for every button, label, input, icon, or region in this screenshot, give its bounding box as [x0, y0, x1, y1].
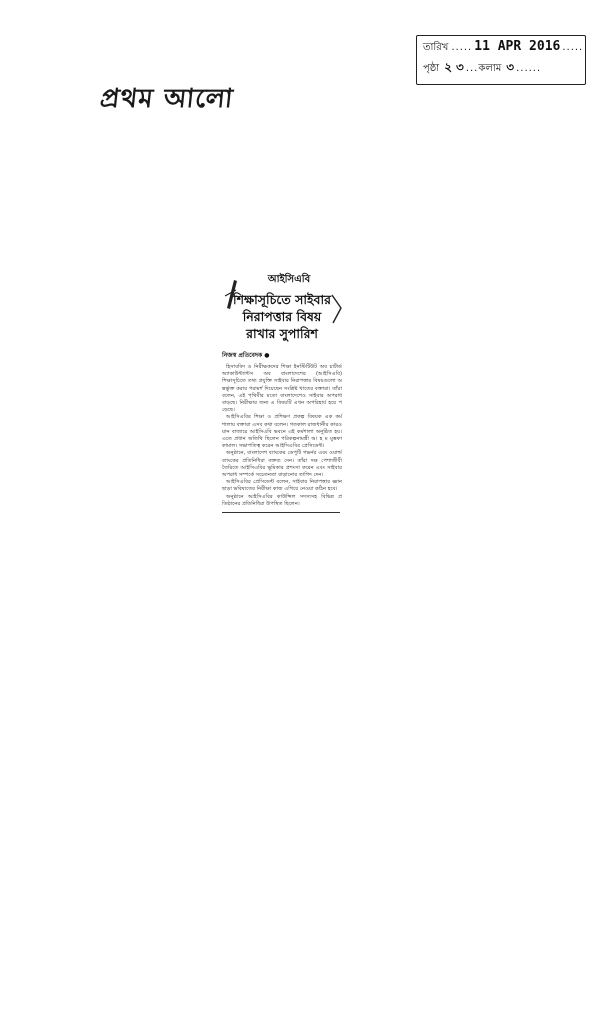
- stamp-date-label: তারিখ: [423, 42, 449, 53]
- article-paragraph: আইসিএবির শিক্ষা ও প্রশিক্ষণ প্রকল্প বিষয়ক এক কর্মশালায় বক্তারা এসব কথা বলেন। গতকাল রাজধানীর কারওয়ান বাজারে আইসিএবি ভবনে এই কর্মশালা অনুষ্ঠিত হয়। এতে প্রধান অতিথি ছিলেন পরিকল্পনামন্ত্রী আ হ ম মুস্তফা কামাল। সভাপতিত্ব করেন আইসিএবির প্রেসিডেন্ট।: [222, 414, 342, 450]
- newspaper-masthead: প্রথম আলো: [98, 84, 236, 114]
- article-headline: [222, 291, 342, 342]
- article-paragraph: অনুষ্ঠানে, বাংলাদেশ ব্যাংকের ডেপুটি গভর্নর এবং ওয়ার্ল্ড ব্যাংকের প্রতিনিধিরা বক্তব্য দেন। তাঁরা দক্ষ পেশাজীবী তৈরিতে আইসিএবির ভূমিকার প্রশংসা করেন এবং সাইবার অপরাধ সম্পর্কে সচেতনতা বাড়ানোর তাগিদ দেন।: [222, 450, 342, 479]
- stamp-page-value: ২: [444, 60, 453, 74]
- article-paragraph: আইসিএবির প্রেসিডেন্ট বলেন, সাইবার নিরাপত্তার জ্ঞান ছাড়া ভবিষ্যতের নিরীক্ষা কাজ এগিয়ে নেওয়া কঠিন হবে।: [222, 479, 342, 493]
- stamp-column-value: ৩: [506, 60, 515, 74]
- article-byline: নিজস্ব প্রতিবেদক ●: [222, 352, 270, 359]
- stamp-page-row: [423, 59, 579, 79]
- article-body: [222, 364, 342, 508]
- stamp-date-value: 11 APR 2016: [474, 39, 561, 54]
- clipping-stamp: [416, 35, 586, 85]
- article-paragraph: হিসাববিদ ও নিরীক্ষকদের শিক্ষা ইনস্টিটিউট অব চার্টার্ড অ্যাকাউন্ট্যান্টস অব বাংলাদেশের (আইসিএবি) শিক্ষাসূচিতে তথ্য প্রযুক্তি সাইবার নিরাপত্তার বিষয়গুলো অন্তর্ভুক্ত করার পরামর্শ দিয়েছেন সংশ্লিষ্ট খাতের বক্তারা। তাঁরা বলেন, এই পৃথিবীর মতো বাংলাদেশেও সাইবার অপরাধ বাড়ছে। নিরীক্ষার জন্য এ বিষয়টি এখন অপরিহার্য হয়ে পড়েছে।: [222, 364, 342, 414]
- article-paragraph: অনুষ্ঠানে আইসিএবির কাউন্সিল সদস্যসহ বিভিন্ন প্রতিষ্ঠানের প্রতিনিধিরা উপস্থিত ছিলেন।: [222, 493, 342, 507]
- pen-mark-icon: [224, 276, 240, 310]
- stamp-dots: .....: [562, 42, 584, 53]
- news-article: [222, 272, 342, 513]
- stamp-page-hand: ৩: [456, 60, 464, 74]
- bracket-mark-icon: [330, 294, 344, 324]
- headline-line: রাখার সুপারিশ: [246, 326, 318, 341]
- headline-line: শিক্ষাসূচিতে সাইবার: [233, 292, 331, 307]
- article-end-rule: [222, 512, 340, 513]
- stamp-date-row: [423, 39, 584, 59]
- stamp-dots: ......: [516, 63, 542, 74]
- stamp-dots: ...: [465, 63, 479, 74]
- headline-line: নিরাপত্তার বিষয়: [242, 309, 322, 324]
- stamp-column-label: কলাম: [478, 63, 502, 74]
- article-kicker: আইসিএবি: [267, 274, 311, 285]
- stamp-dots: .....: [451, 42, 473, 53]
- stamp-page-label: পৃষ্ঠা: [423, 63, 440, 74]
